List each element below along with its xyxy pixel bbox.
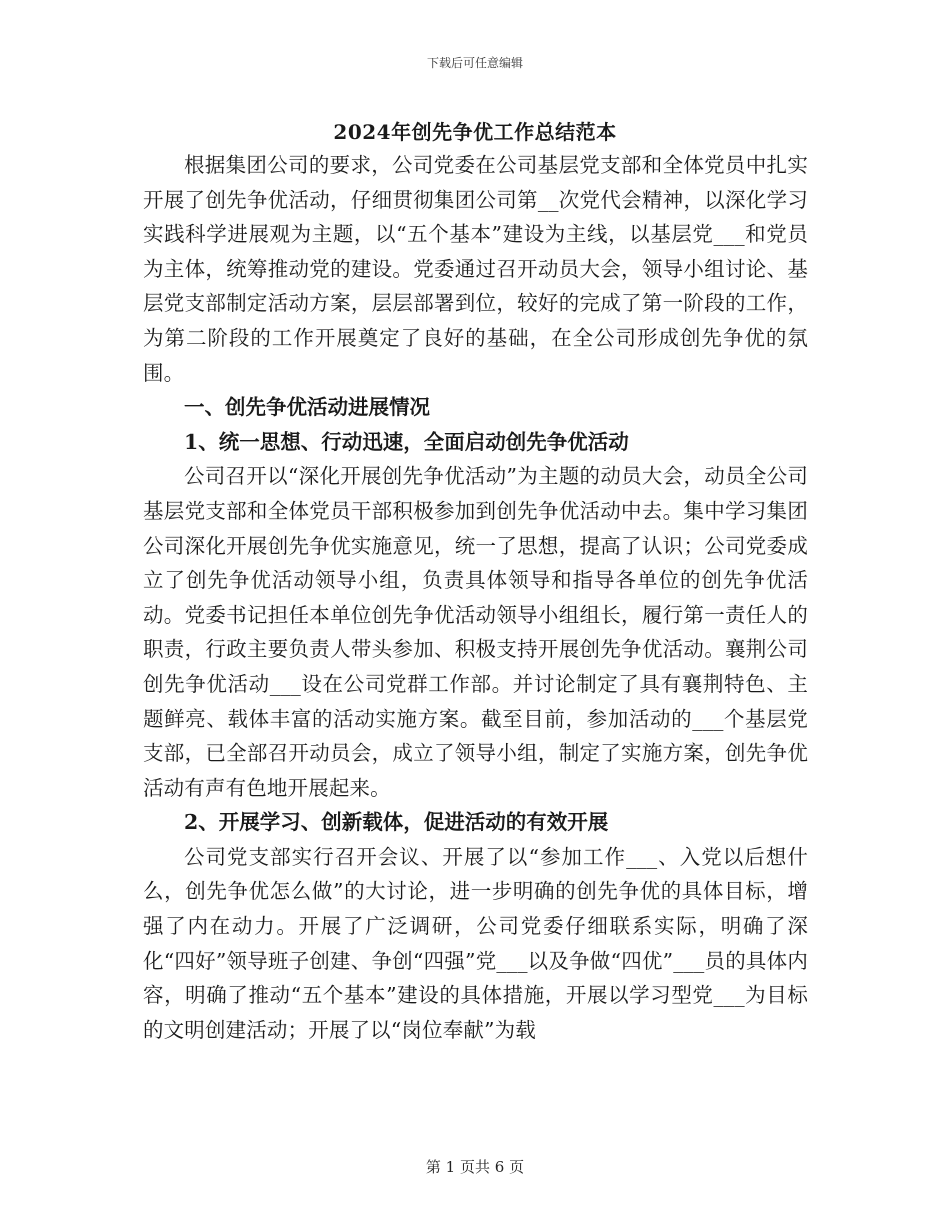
document-body [143, 148, 808, 1047]
intro-paragraph: 根据集团公司的要求，公司党委在公司基层党支部和全体党员中扎实开展了创先争优活动，仔细贯彻集团公司第__次党代会精神，以深化学习实践科学进展观为主题，以“五个基本”建设为主线，以基层党___和党员为主体，统筹推动党的建设。党委通过召开动员大会，领导小组讨论、基层党支部制定活动方案，层层部署到位，较好的完成了第一阶段的工作，为第二阶段的工作开展奠定了良好的基础，在全公司形成创先争优的氛围。 [143, 153, 808, 385]
subsection-heading-2: 2、开展学习、创新载体，促进活动的有效开展 [184, 810, 609, 835]
page-number: 第 1 页共 6 页 [425, 1158, 525, 1176]
subsection-2-paragraph: 公司党支部实行召开会议、开展了以“参加工作___、入党以后想什么，创先争优怎么做”的大讨论，进一步明确的创先争优的具体目标，增强了内在动力。开展了广泛调研，公司党委仔细联系实际，明确了深化“四好”领导班子创建、争创“四强”党___以及争做“四优”___员的具体内容，明确了推动“五个基本”建设的具体措施，开展以学习型党___为目标的文明创建活动；开展了以“岗位奉献”为载 [143, 844, 808, 1042]
document-title: 2024年创先争优工作总结范本 [333, 120, 617, 144]
subsection-heading-1: 1、统一思想、行动迅速，全面启动创先争优活动 [184, 429, 629, 454]
header-note: 下载后可任意编辑 [426, 56, 523, 70]
subsection-1-paragraph: 公司召开以“深化开展创先争优活动”为主题的动员大会，动员全公司基层党支部和全体党员干部积极参加到创先争优活动中去。集中学习集团公司深化开展创先争优实施意见，统一了思想，提高了认识；公司党委成立了创先争优活动领导小组，负责具体领导和指导各单位的创先争优活动。党委书记担任本单位创先争优活动领导小组组长，履行第一责任人的职责，行政主要负责人带头参加、积极支持开展创先争优活动。襄荆公司创先争优活动___设在公司党群工作部。并讨论制定了具有襄荆特色、主题鲜亮、载体丰富的活动实施方案。截至目前，参加活动的___个基层党支部，已全部召开动员会，成立了领导小组，制定了实施方案，创先争优活动有声有色地开展起来。 [143, 464, 808, 800]
section-heading: 一、创先争优活动进展情况 [184, 395, 430, 420]
